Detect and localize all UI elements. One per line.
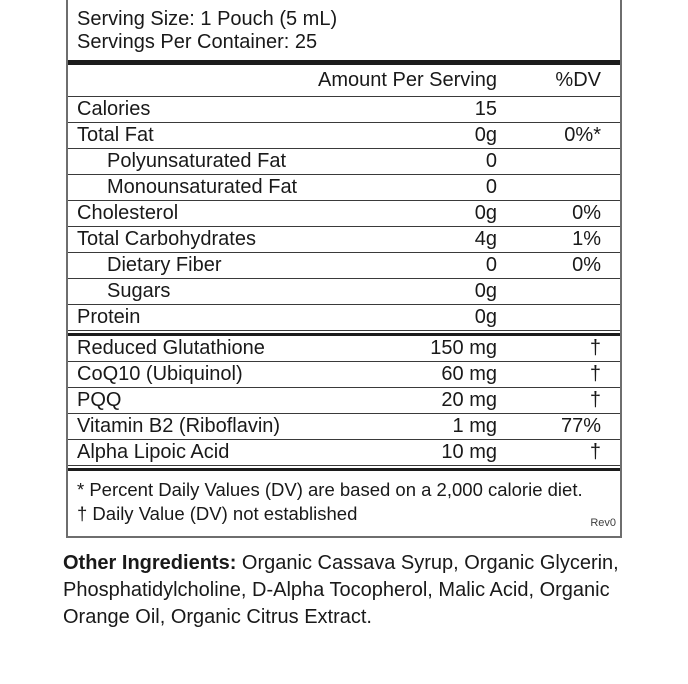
- nutrient-row: [68, 305, 620, 331]
- row-amount: 0: [485, 176, 497, 198]
- row-amount: 1 mg: [452, 415, 497, 437]
- row-dv: 0%*: [564, 124, 601, 146]
- active-ingredient-row: [68, 388, 620, 414]
- row-amount: 10 mg: [441, 441, 497, 463]
- row-name: CoQ10 (Ubiquinol): [77, 363, 243, 385]
- footnote-dagger: † Daily Value (DV) not established: [77, 503, 358, 524]
- column-header-row: [68, 65, 620, 97]
- row-name: Cholesterol: [77, 202, 179, 224]
- active-ingredient-row: [68, 362, 620, 388]
- active-ingredient-row: [68, 336, 620, 362]
- row-name: PQQ: [77, 389, 122, 411]
- nutrient-row: [68, 227, 620, 253]
- row-name: Calories: [77, 98, 151, 120]
- row-name: Dietary Fiber: [107, 254, 222, 276]
- row-amount: 0: [485, 150, 497, 172]
- nutrient-row: [68, 201, 620, 227]
- nutrient-row: [68, 123, 620, 149]
- row-amount: 0g: [474, 124, 497, 146]
- row-amount: 0g: [474, 202, 497, 224]
- row-amount: 0: [485, 254, 497, 276]
- revision-label: Rev0: [590, 517, 616, 529]
- row-dv: 77%: [560, 415, 601, 437]
- row-dv: †: [589, 441, 601, 463]
- row-amount: 20 mg: [441, 389, 497, 411]
- nutrient-row: [68, 97, 620, 123]
- row-name: Sugars: [107, 280, 171, 302]
- servings-per-container: Servings Per Container: 25: [77, 31, 318, 53]
- row-dv: †: [589, 389, 601, 411]
- footnotes: [68, 471, 620, 536]
- row-amount: 0g: [474, 280, 497, 302]
- row-amount: 4g: [474, 228, 497, 250]
- other-ingredients: [63, 550, 639, 631]
- active-ingredient-row: [68, 414, 620, 440]
- active-ingredient-rows-section: [68, 336, 620, 466]
- nutrient-row: [68, 279, 620, 305]
- nutrient-row: [68, 175, 620, 201]
- row-name: Protein: [77, 306, 141, 328]
- supplement-facts-panel: [66, 0, 622, 538]
- nutrient-row: [68, 253, 620, 279]
- other-ingredients-label: Other Ingredients:: [63, 552, 237, 574]
- row-name: Vitamin B2 (Riboflavin): [77, 415, 281, 437]
- row-dv: 0%: [572, 202, 601, 224]
- row-dv: †: [589, 337, 601, 359]
- row-name: Polyunsaturated Fat: [107, 150, 286, 172]
- row-name: Total Carbohydrates: [77, 228, 256, 250]
- row-amount: 0g: [474, 306, 497, 328]
- row-dv: †: [589, 363, 601, 385]
- nutrient-rows-section: [68, 97, 620, 331]
- row-amount: 60 mg: [441, 363, 497, 385]
- footnote-percent-dv: * Percent Daily Values (DV) are based on a 2,000 calorie diet.: [77, 479, 583, 500]
- row-name: Alpha Lipoic Acid: [77, 441, 230, 463]
- row-name: Total Fat: [77, 124, 154, 146]
- row-dv: 1%: [572, 228, 601, 250]
- nutrient-row: [68, 149, 620, 175]
- row-amount: 15: [474, 98, 497, 120]
- percent-dv-header: %DV: [555, 69, 601, 91]
- row-name: Monounsaturated Fat: [107, 176, 297, 198]
- serving-size: Serving Size: 1 Pouch (5 mL): [77, 8, 338, 30]
- serving-info: [68, 0, 620, 60]
- amount-per-serving-header: Amount Per Serving: [318, 69, 497, 91]
- row-amount: 150 mg: [430, 337, 497, 359]
- row-name: Reduced Glutathione: [77, 337, 265, 359]
- active-ingredient-row: [68, 440, 620, 466]
- row-dv: 0%: [572, 254, 601, 276]
- other-ingredients-text: Organic Cassava Syrup, Organic Glycerin, Phosphatidylcholine, D-Alpha Tocopherol, Malic Acid, Organic Orange Oil, Organic Citrus Extract.: [63, 552, 619, 628]
